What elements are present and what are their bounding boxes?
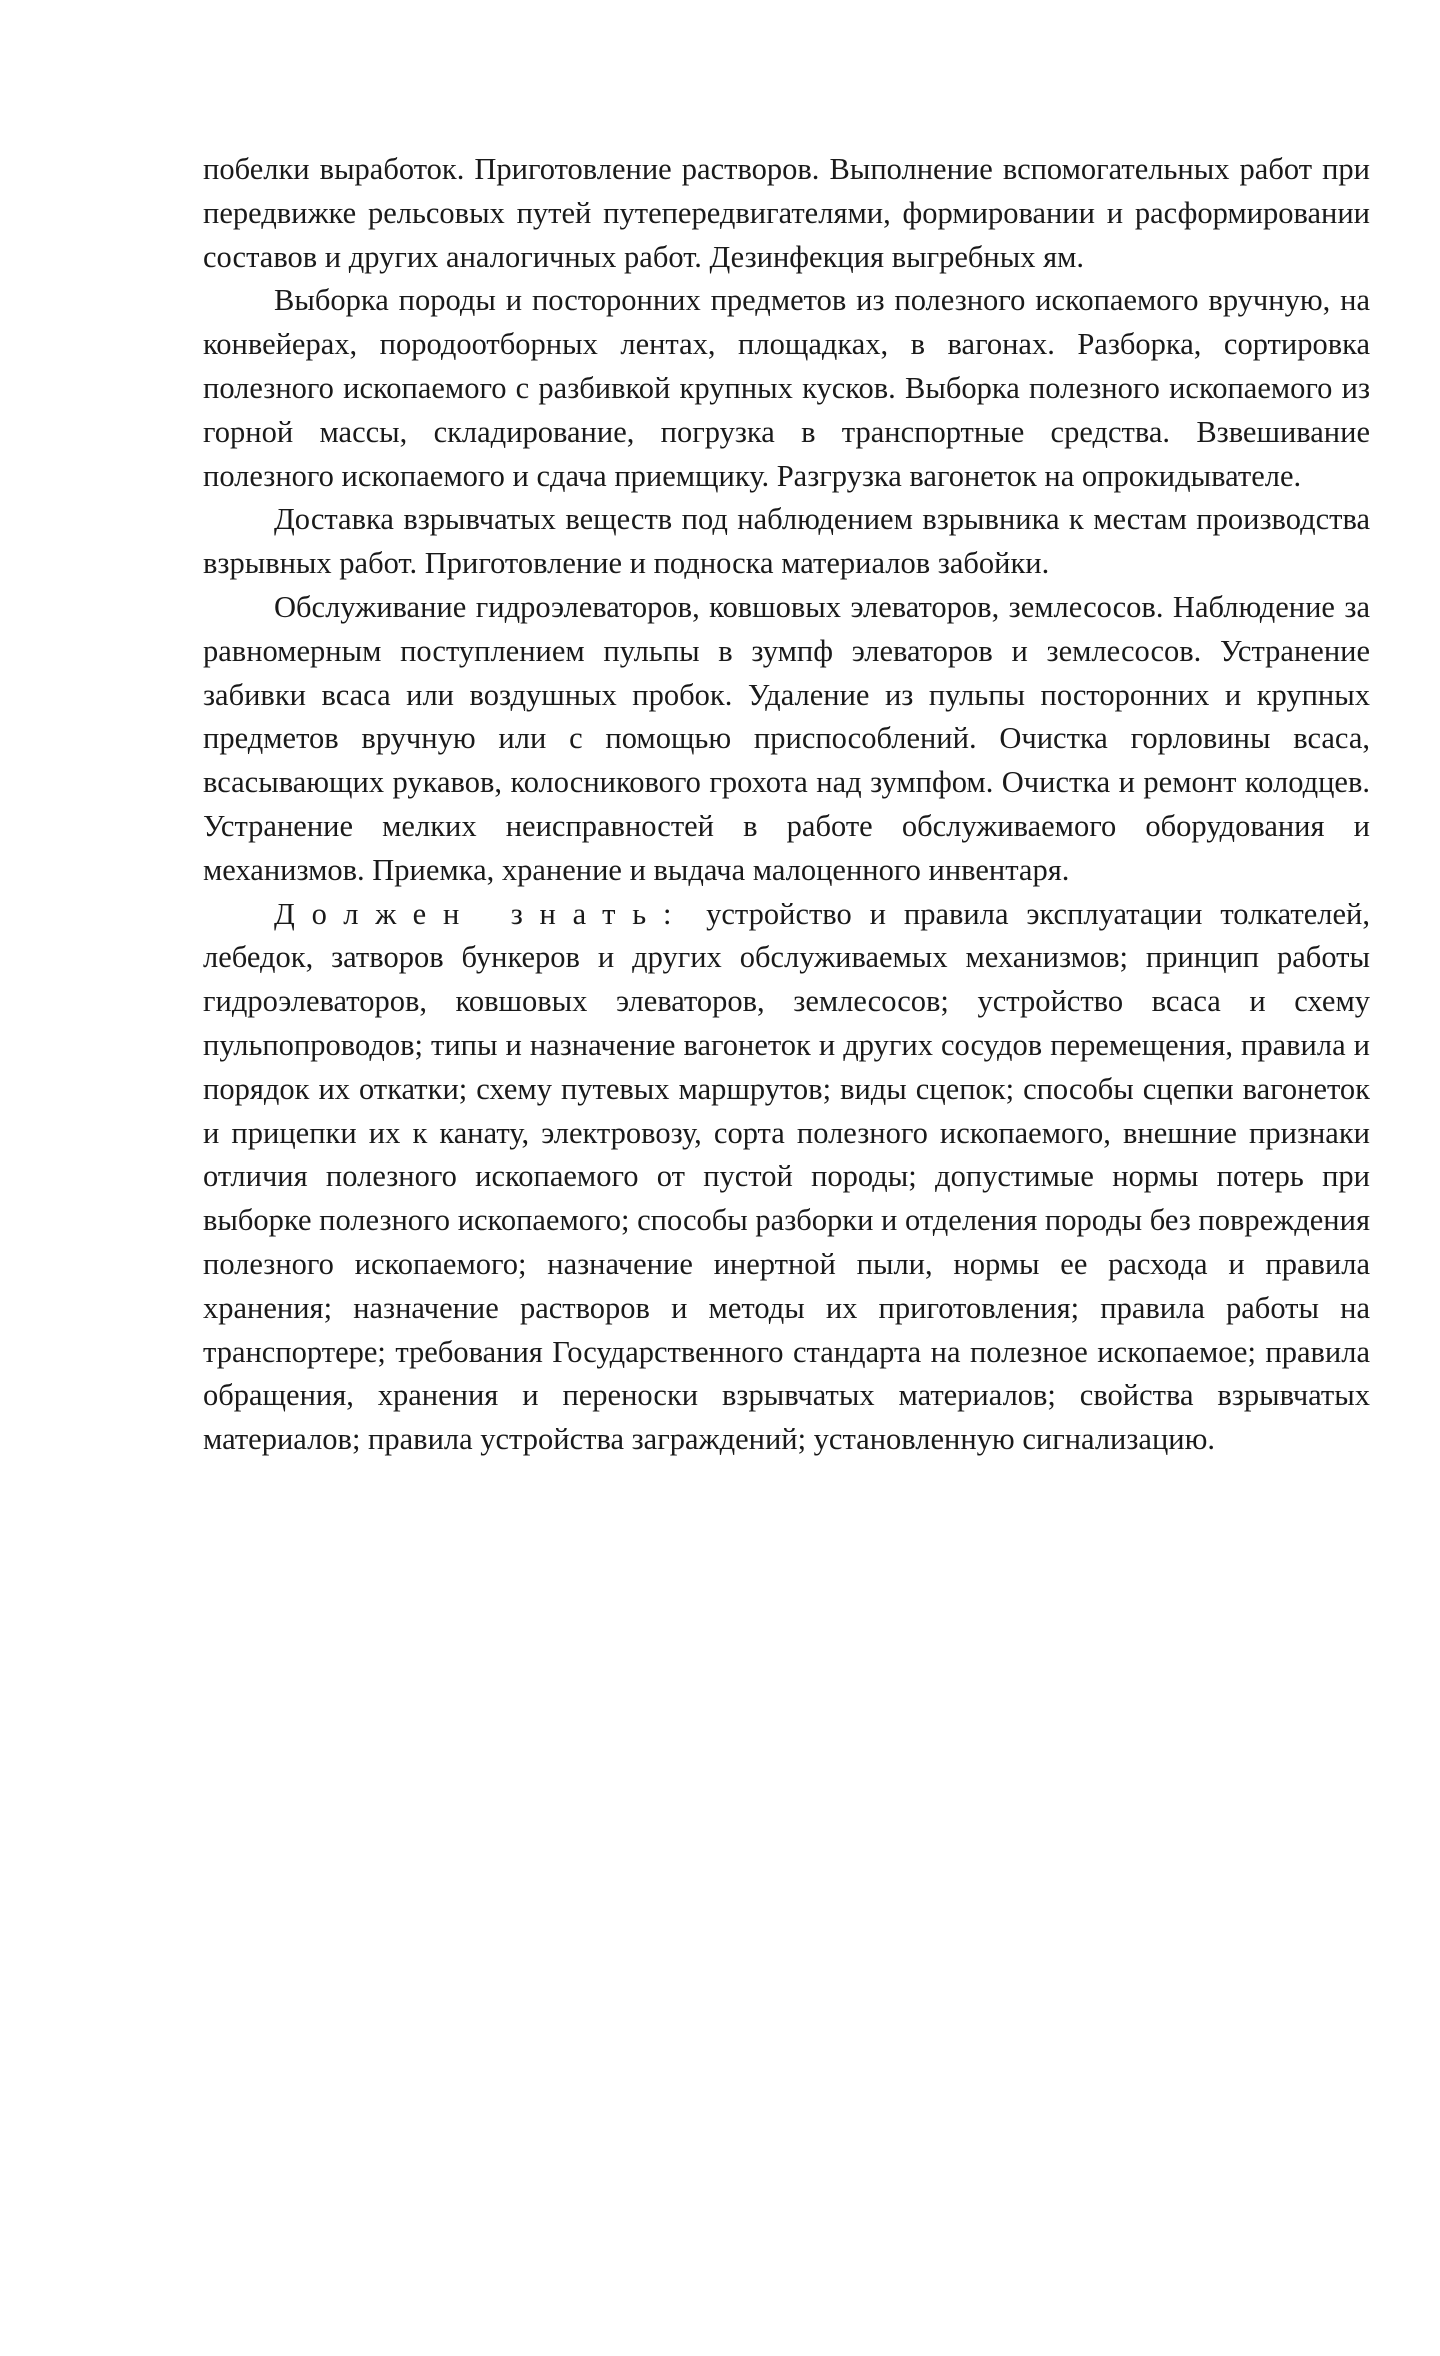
paragraph-3: Доставка взрывчатых веществ под наблюдением взрывника к местам производства взрывных работ. Приготовление и подноска материалов забойки. [203,502,1370,581]
must-know-lead: Должен знать: [274,896,689,931]
must-know-text: устройство и правила эксплуатации толкателей, лебедок, затворов бункеров и других обслуживаемых механизмов; принцип работы гидроэлеваторов, ковшовых элеваторов, землесосов; устройство всаса и схему пульпопроводов; типы и назначение вагонеток и других сосудов перемещения, правила и порядок их откатки; схему путевых маршрутов; виды сцепок; способы сцепки вагонеток и прицепки их к канату, электровозу, сорта полезного ископаемого, внешние признаки отличия полезного ископаемого от пустой породы; допустимые нормы потерь при выборке полезного ископаемого; способы разборки и отделения породы без повреждения полезного ископаемого; назначение инертной пыли, нормы ее расхода и правила хранения; назначение растворов и методы их приготовления; правила работы на транспортере; требования Государственного стандарта на полезное ископаемое; правила обращения, хранения и переноски взрывчатых материалов; свойства взрывчатых материалов; правила устройства заграждений; установленную сигнализацию. [203,896,1370,1457]
document-page [203,148,1370,1462]
paragraph-4: Обслуживание гидроэлеваторов, ковшовых элеваторов, землесосов. Наблюдение за равномерным поступлением пульпы в зумпф элеваторов и землесосов. Устранение забивки всаса или воздушных пробок. Удаление из пульпы посторонних и крупных предметов вручную или с помощью приспособлений. Очистка горловины всаса, всасывающих рукавов, колосникового грохота над зумпфом. Очистка и ремонт колодцев. Устранение мелких неисправностей в работе обслуживаемого оборудования и механизмов. Приемка, хранение и выдача малоценного инвентаря. [203,589,1370,887]
paragraph-2: Выборка породы и посторонних предметов из полезного ископаемого вручную, на конвейерах, породоотборных лентах, площадках, в вагонах. Разборка, сортировка полезного ископаемого с разбивкой крупных кусков. Выборка полезного ископаемого из горной массы, складирование, погрузка в транспортные средства. Взвешивание полезного ископаемого и сдача приемщику. Разгрузка вагонеток на опрокидывателе. [203,283,1370,493]
paragraph-1: побелки выработок. Приготовление растворов. Выполнение вспомогательных работ при передвижке рельсовых путей путепередвигателями, формировании и расформировании составов и других аналогичных работ. Дезинфекция выгребных ям. [203,152,1370,274]
paragraph-5 [203,893,1370,1462]
